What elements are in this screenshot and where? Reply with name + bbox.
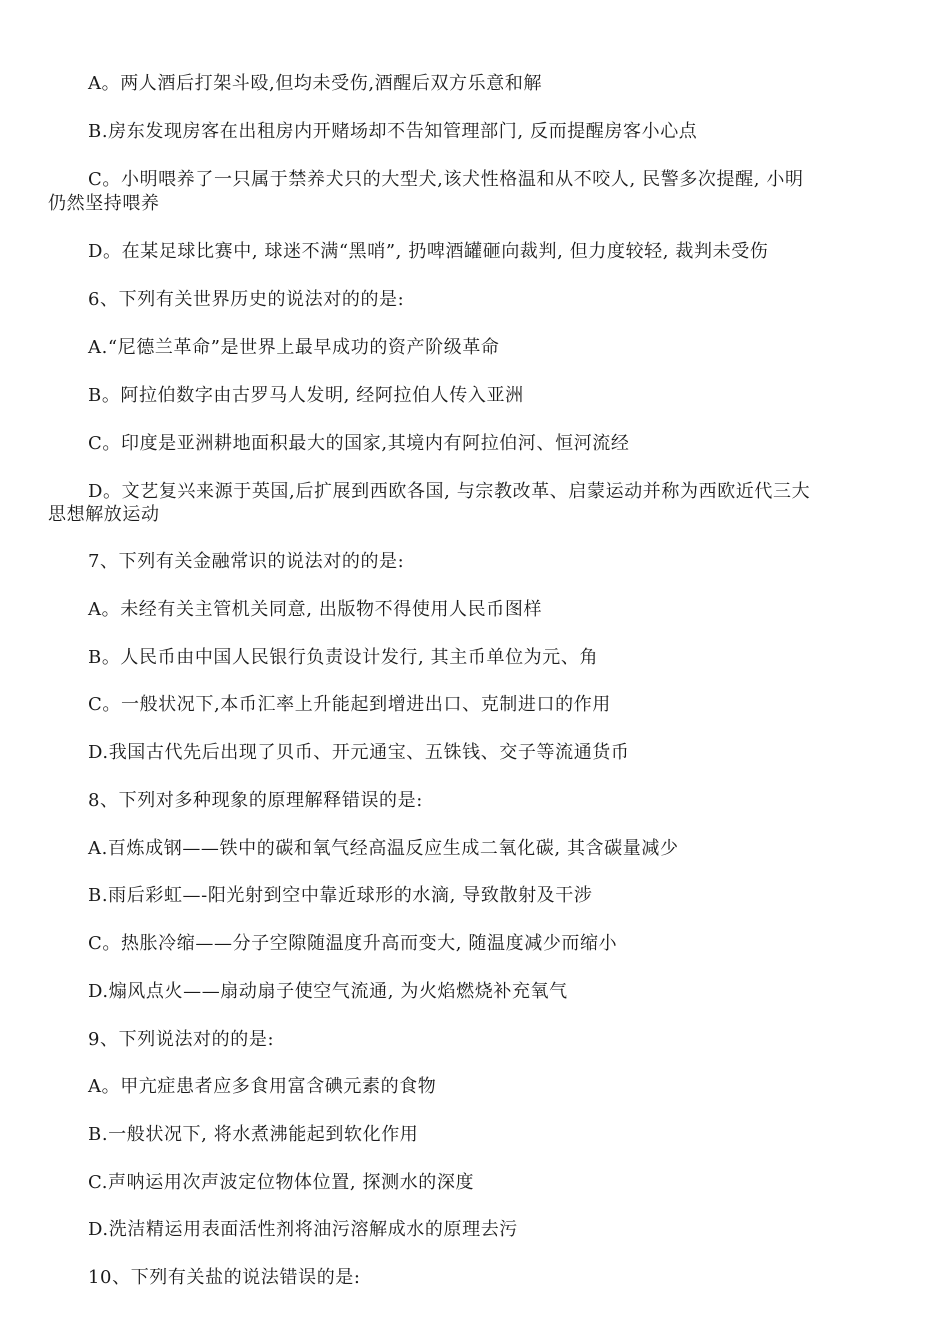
option-line: B.雨后彩虹—-阳光射到空中靠近球形的水滴, 导致散射及干涉 bbox=[88, 885, 593, 906]
option-line: B.房东发现房客在出租房内开赌场却不告知管理部门, 反而提醒房客小心点 bbox=[88, 121, 698, 142]
option-line: C。小明喂养了一只属于禁养犬只的大型犬,该犬性格温和从不咬人, 民警多次提醒, 小明 bbox=[88, 169, 804, 190]
option-line: C。热胀冷缩——分子空隙随温度升高而变大, 随温度减少而缩小 bbox=[88, 933, 618, 954]
option-line: D.洗洁精运用表面活性剂将油污溶解成水的原理去污 bbox=[88, 1219, 518, 1240]
option-line: D。文艺复兴来源于英国,后扩展到西欧各国, 与宗教改革、启蒙运动并称为西欧近代三大 bbox=[88, 481, 811, 502]
question-line: 10、下列有关盐的说法错误的是: bbox=[88, 1267, 361, 1288]
option-line-continuation: 思想解放运动 bbox=[48, 504, 160, 525]
option-line-continuation: 仍然坚持喂养 bbox=[48, 193, 160, 214]
question-line: 8、下列对多种现象的原理解释错误的是: bbox=[88, 790, 423, 811]
question-line: 7、下列有关金融常识的说法对的的是: bbox=[88, 551, 405, 572]
option-line: A.“尼德兰革命”是世界上最早成功的资产阶级革命 bbox=[88, 337, 500, 358]
option-line: D.煽风点火——扇动扇子使空气流通, 为火焰燃烧补充氧气 bbox=[88, 981, 568, 1002]
option-line: B。阿拉伯数字由古罗马人发明, 经阿拉伯人传入亚洲 bbox=[88, 385, 524, 406]
question-line: 9、下列说法对的的是: bbox=[88, 1029, 275, 1050]
option-line: C。印度是亚洲耕地面积最大的国家,其境内有阿拉伯河、恒河流经 bbox=[88, 433, 630, 454]
option-line: A.百炼成钢——铁中的碳和氧气经高温反应生成二氧化碳, 其含碳量减少 bbox=[88, 838, 679, 859]
question-line: 6、下列有关世界历史的说法对的的是: bbox=[88, 289, 405, 310]
option-line: B。人民币由中国人民银行负责设计发行, 其主币单位为元、角 bbox=[88, 647, 599, 668]
option-line: B.一般状况下, 将水煮沸能起到软化作用 bbox=[88, 1124, 419, 1145]
option-line: C。一般状况下,本币汇率上升能起到增进出口、克制进口的作用 bbox=[88, 694, 611, 715]
option-line: A。甲亢症患者应多食用富含碘元素的食物 bbox=[88, 1076, 437, 1097]
option-line: C.声呐运用次声波定位物体位置, 探测水的深度 bbox=[88, 1172, 475, 1193]
option-line: D.我国古代先后出现了贝币、开元通宝、五铢钱、交子等流通货币 bbox=[88, 742, 630, 763]
option-line: A。两人酒后打架斗殴,但均未受伤,酒醒后双方乐意和解 bbox=[88, 73, 543, 94]
option-line: A。未经有关主管机关同意, 出版物不得使用人民币图样 bbox=[88, 599, 543, 620]
option-line: D。在某足球比赛中, 球迷不满“黑哨”, 扔啤酒罐砸向裁判, 但力度较轻, 裁判未受伤 bbox=[88, 241, 769, 262]
